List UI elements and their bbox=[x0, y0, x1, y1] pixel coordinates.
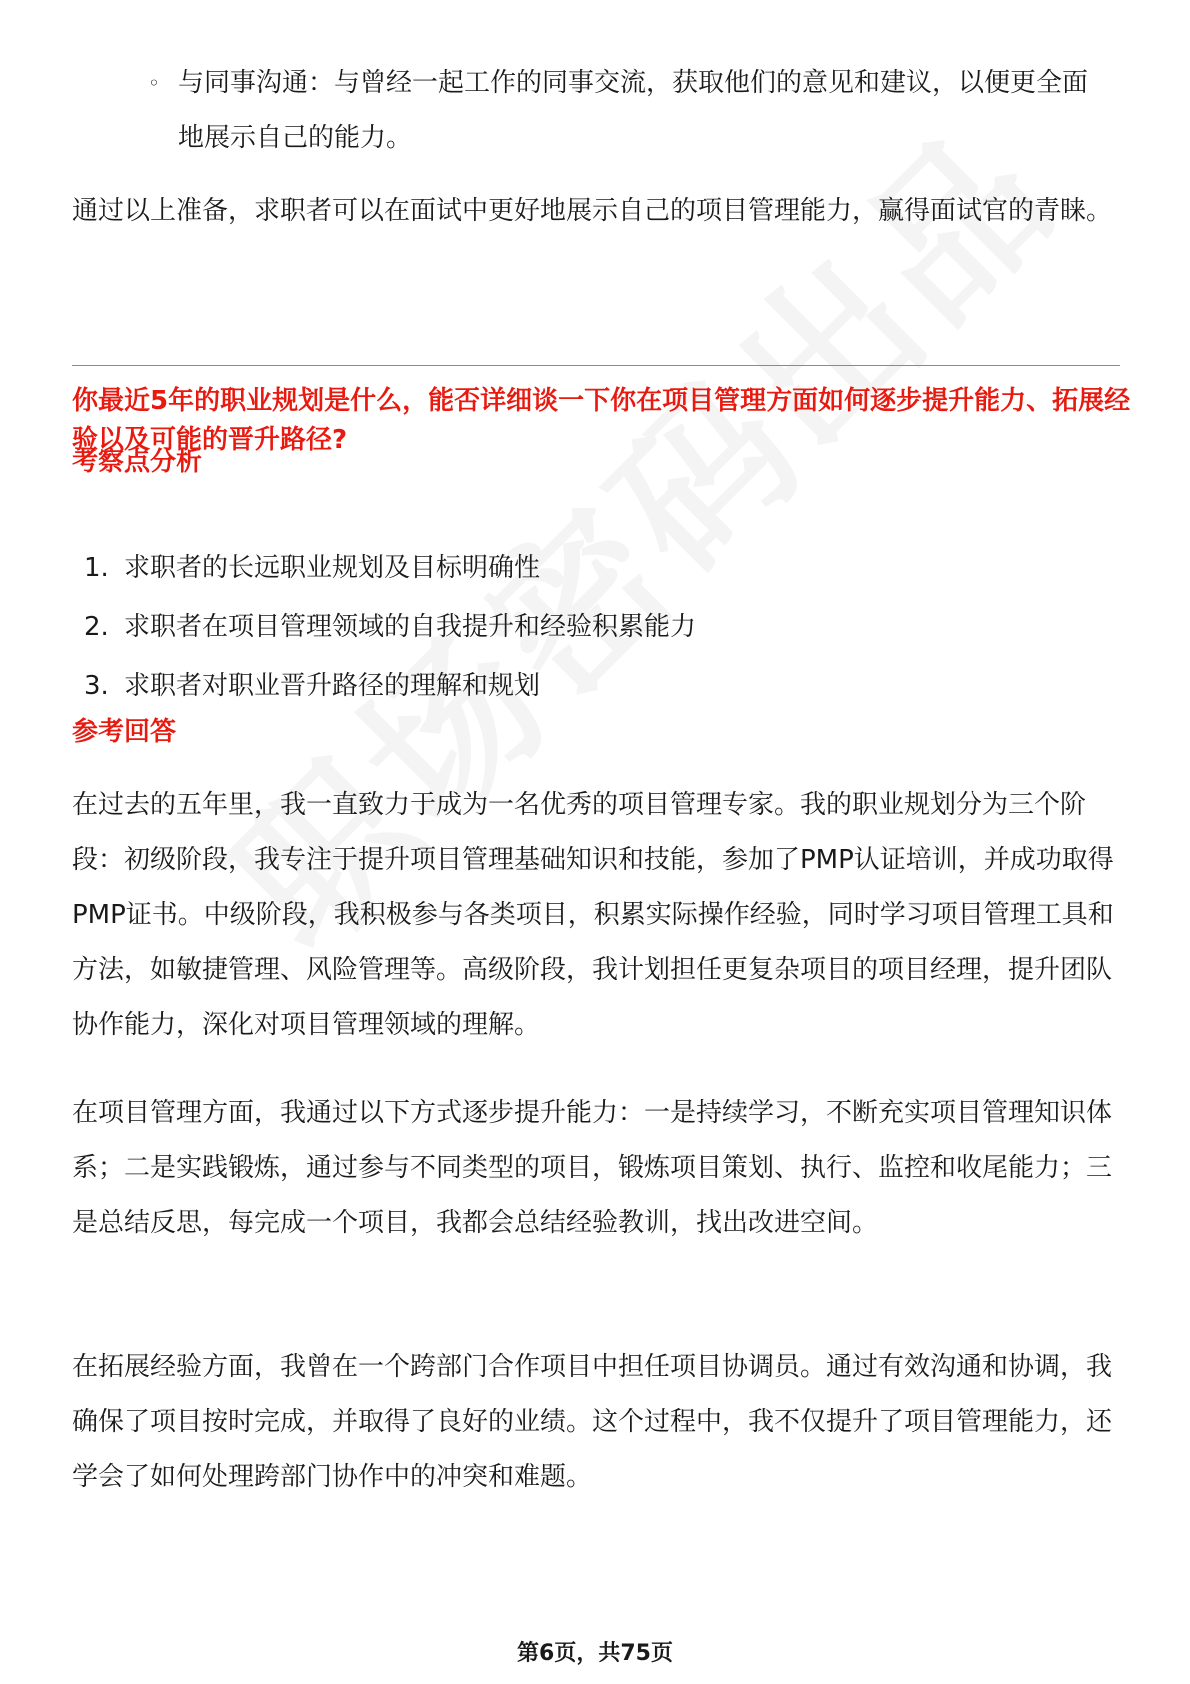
bullet-text: 与同事沟通：与曾经一起工作的同事交流，获取他们的意见和建议，以便更全面地展示自己的能力。 bbox=[178, 68, 1089, 153]
page-number: 第6页，共75页 bbox=[517, 1641, 673, 1666]
analysis-list bbox=[84, 548, 696, 725]
list-number: 3. bbox=[84, 671, 109, 701]
analysis-heading: 考察点分析 bbox=[72, 447, 203, 477]
list-number: 2. bbox=[84, 612, 109, 642]
list-item bbox=[84, 548, 696, 607]
bullet-circle-icon: ◦ bbox=[148, 71, 160, 95]
section-divider bbox=[72, 365, 1120, 366]
list-item bbox=[84, 607, 696, 666]
answer-heading: 参考回答 bbox=[72, 717, 177, 747]
answer-paragraph: 在项目管理方面，我通过以下方式逐步提升能力：一是持续学习，不断充实项目管理知识体系；二是实践锻炼，通过参与不同类型的项目，锻炼项目策划、执行、监控和收尾能力；三是总结反思，每完成一个项目，我都会总结经验教训，找出改进空间。 bbox=[72, 1098, 1113, 1238]
list-text: 求职者在项目管理领域的自我提升和经验积累能力 bbox=[124, 612, 697, 642]
list-number: 1. bbox=[84, 553, 109, 583]
interview-question: 你最近5年的职业规划是什么，能否详细谈一下你在项目管理方面如何逐步提升能力、拓展经验以及可能的晋升路径? bbox=[72, 386, 1131, 455]
conclusion-paragraph: 通过以上准备，求职者可以在面试中更好地展示自己的项目管理能力，赢得面试官的青睐。 bbox=[72, 196, 1113, 226]
bullet-item bbox=[148, 56, 1108, 166]
list-text: 求职者的长远职业规划及目标明确性 bbox=[124, 553, 541, 583]
list-text: 求职者对职业晋升路径的理解和规划 bbox=[124, 671, 541, 701]
answer-paragraph: 在过去的五年里，我一直致力于成为一名优秀的项目管理专家。我的职业规划分为三个阶段：初级阶段，我专注于提升项目管理基础知识和技能，参加了PMP认证培训，并成功取得PMP证书。中级阶段，我积极参与各类项目，积累实际操作经验，同时学习项目管理工具和方法，如敏捷管理、风险管理等。高级阶段，我计划担任更复杂项目的项目经理，提升团队协作能力，深化对项目管理领域的理解。 bbox=[72, 790, 1114, 1040]
answer-paragraph: 在拓展经验方面，我曾在一个跨部门合作项目中担任项目协调员。通过有效沟通和协调，我确保了项目按时完成，并取得了良好的业绩。这个过程中，我不仅提升了项目管理能力，还学会了如何处理跨部门协作中的冲突和难题。 bbox=[72, 1352, 1113, 1492]
